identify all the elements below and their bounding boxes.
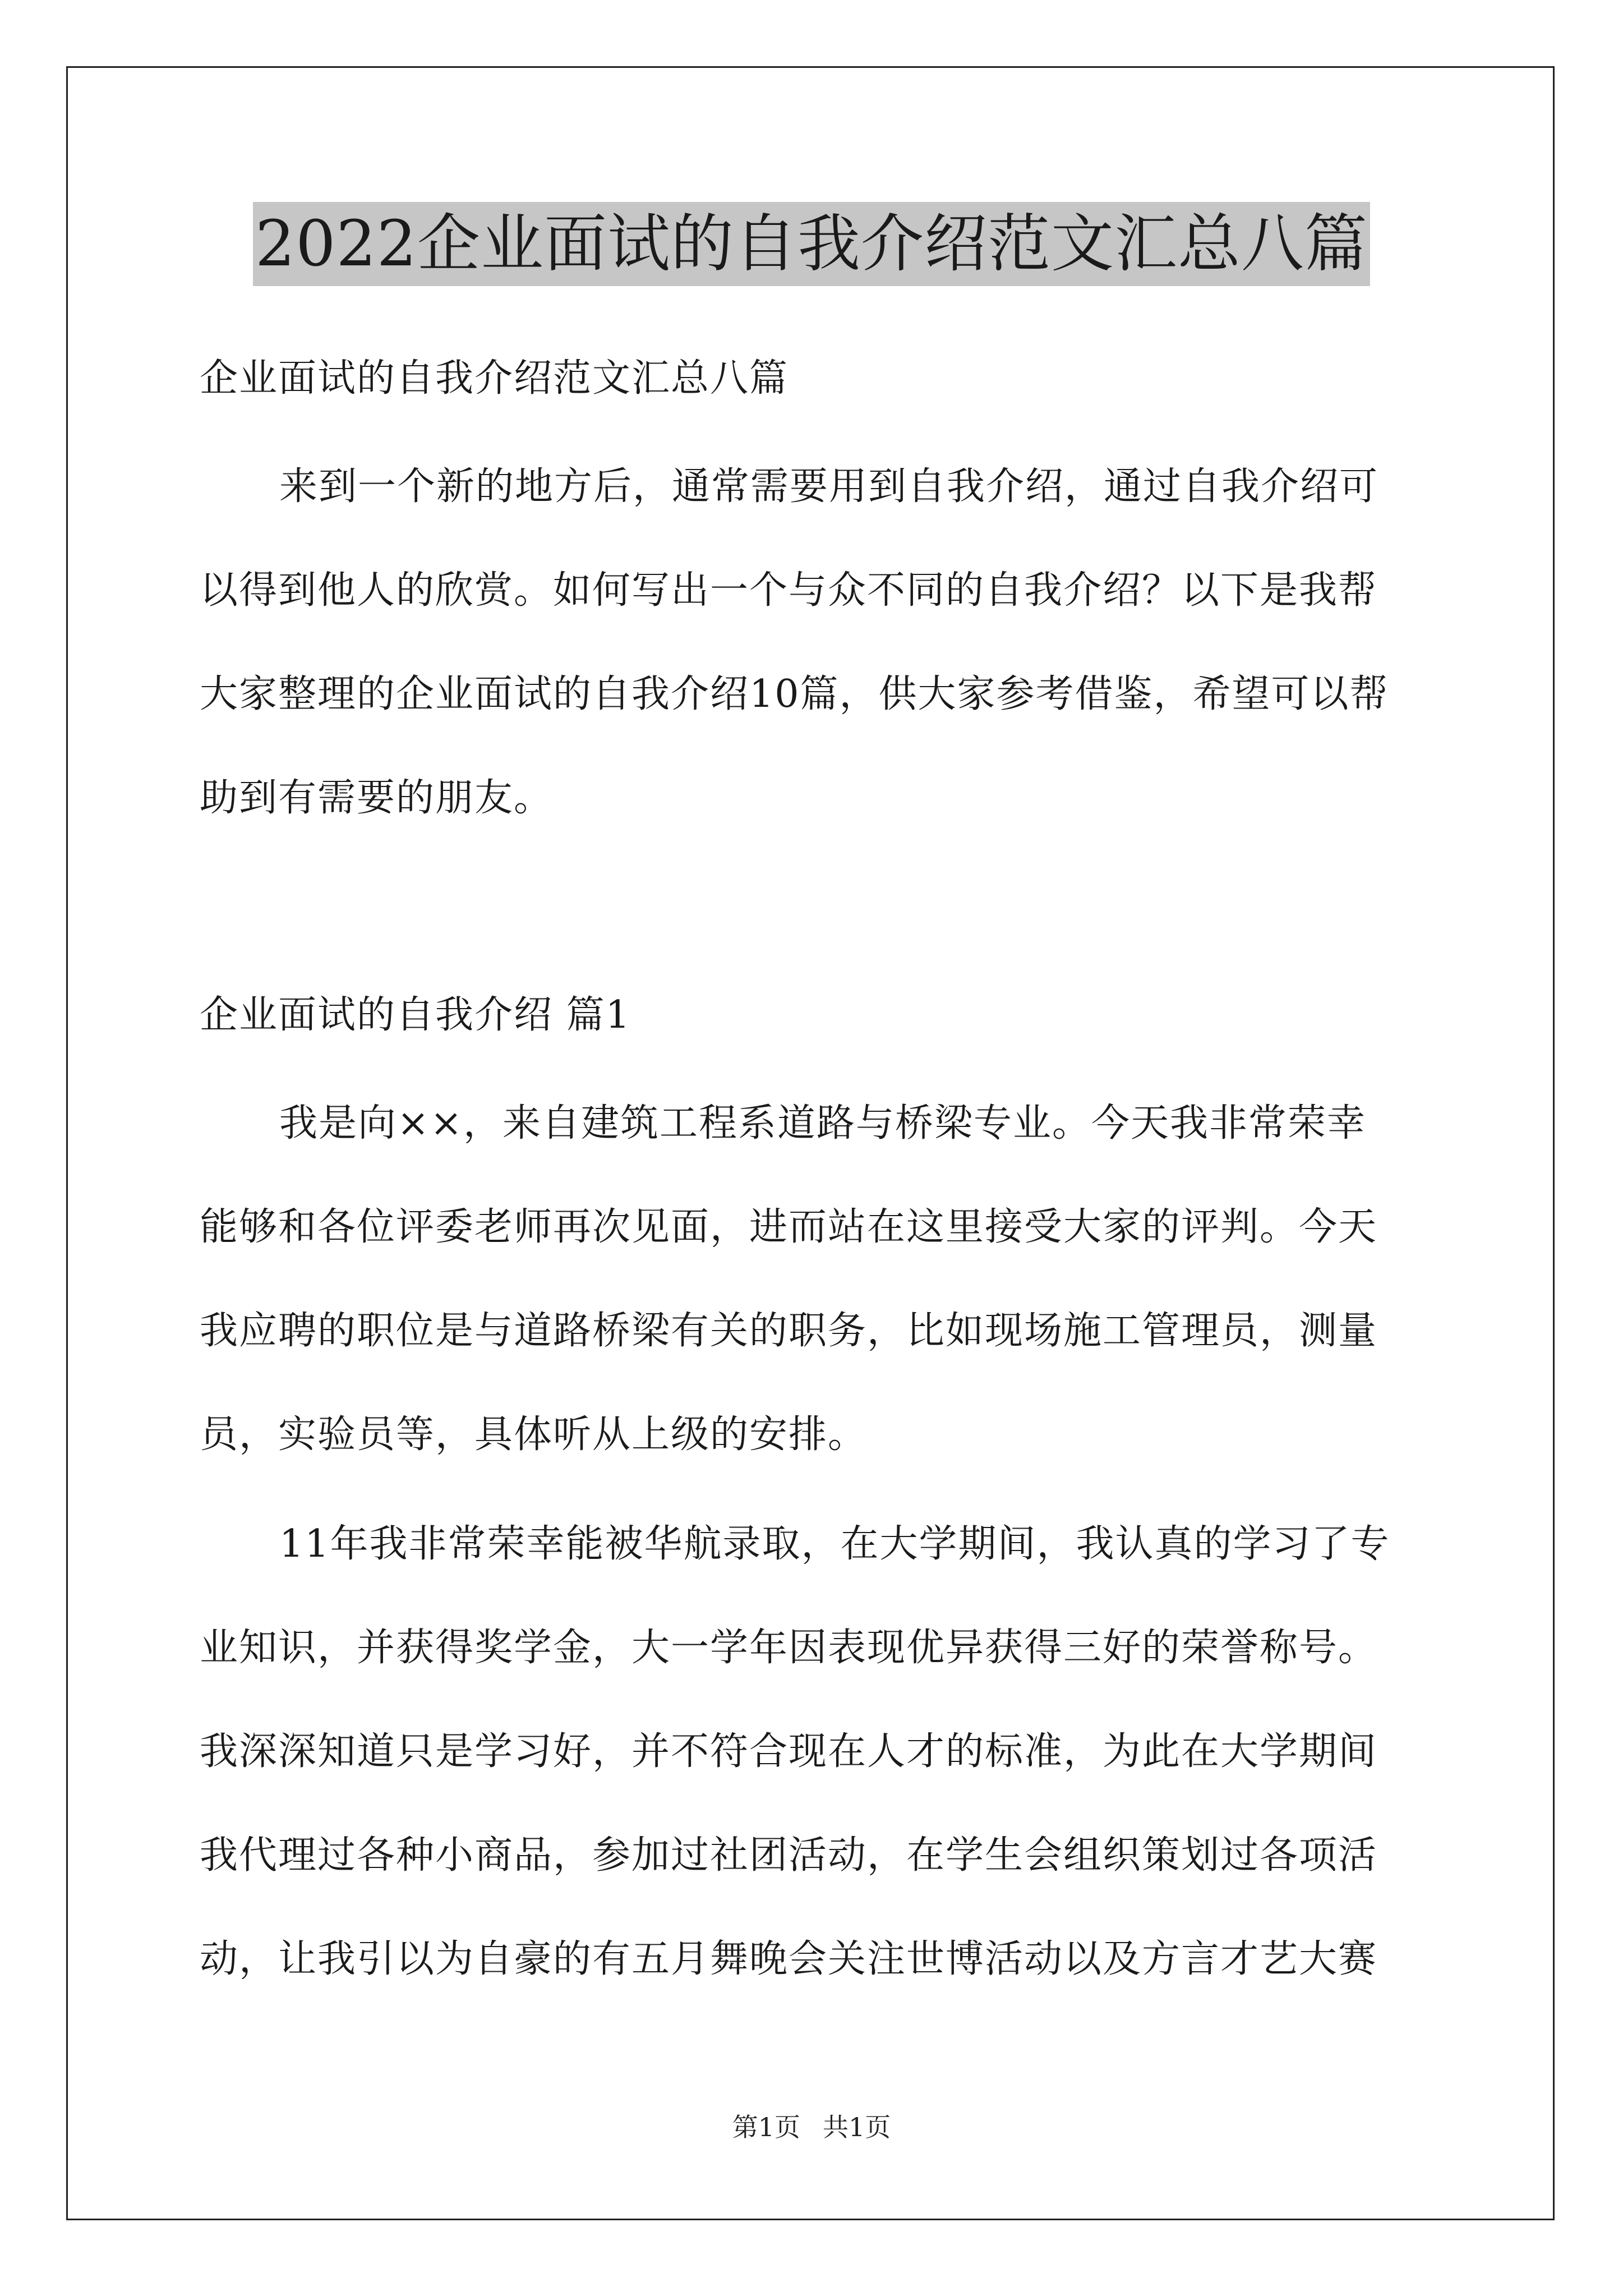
page-number-current: 第1页 — [732, 2112, 800, 2142]
paragraph1-line-2: 能够和各位评委老师再次见面，进而站在这里接受大家的评判。今天 — [200, 1205, 1378, 1249]
intro-line-1: 来到一个新的地方后，通常需要用到自我介绍，通过自我介绍可 — [279, 464, 1379, 509]
paragraph2-line-2: 业知识，并获得奖学金，大一学年因表现优异获得三好的荣誉称号。 — [200, 1626, 1378, 1670]
paragraph2-line-3: 我深深知道只是学习好，并不符合现在人才的标准，为此在大学期间 — [200, 1729, 1378, 1774]
page-footer — [0, 2110, 1623, 2144]
paragraph1-line-4: 员，实验员等，具体听从上级的安排。 — [200, 1412, 868, 1457]
paragraph1-line-1: 我是向××，来自建筑工程系道路与桥梁专业。今天我非常荣幸 — [279, 1101, 1366, 1145]
paragraph1-line-3: 我应聘的职位是与道路桥梁有关的职务，比如现场施工管理员，测量 — [200, 1309, 1378, 1353]
document-subtitle: 企业面试的自我介绍范文汇总八篇 — [200, 356, 789, 401]
intro-line-2: 以得到他人的欣赏。如何写出一个与众不同的自我介绍？以下是我帮 — [200, 568, 1378, 613]
paragraph2-line-1: 11年我非常荣幸能被华航录取，在大学期间，我认真的学习了专 — [279, 1522, 1390, 1566]
intro-line-3: 大家整理的企业面试的自我介绍10篇，供大家参考借鉴，希望可以帮 — [200, 672, 1389, 716]
title-container — [0, 202, 1623, 286]
paragraph2-line-5: 动，让我引以为自豪的有五月舞晚会关注世博活动以及方言才艺大赛 — [200, 1937, 1378, 1981]
paragraph2-line-4: 我代理过各种小商品，参加过社团活动，在学生会组织策划过各项活 — [200, 1833, 1378, 1878]
page-number-total: 共1页 — [823, 2112, 891, 2142]
document-title: 2022企业面试的自我介绍范文汇总八篇 — [253, 202, 1370, 286]
intro-line-4: 助到有需要的朋友。 — [200, 776, 554, 820]
section-heading: 企业面试的自我介绍 篇1 — [200, 993, 631, 1037]
